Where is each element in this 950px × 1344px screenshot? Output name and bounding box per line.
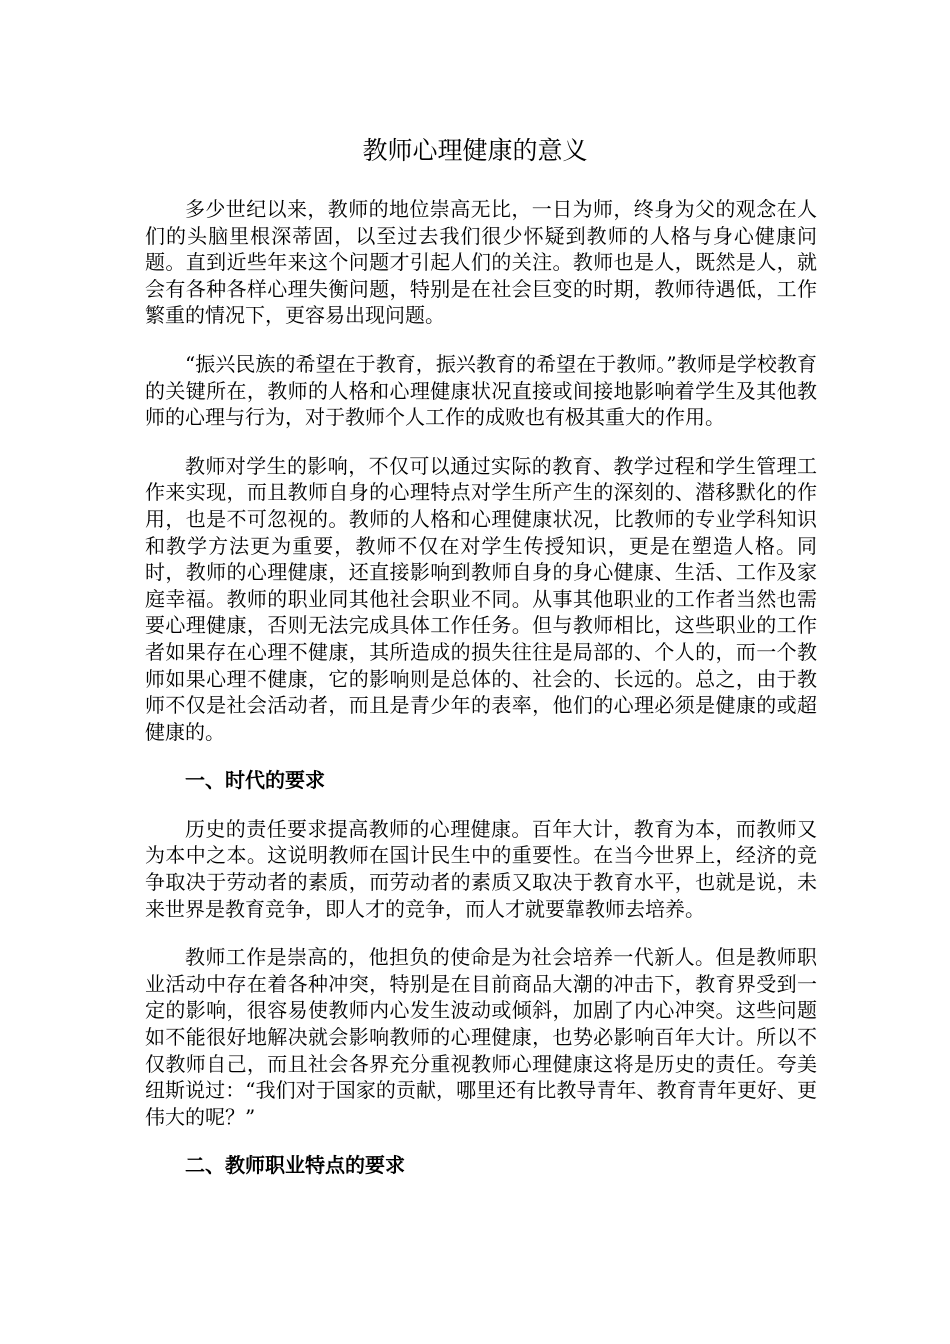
section-heading-2: 二、教师职业特点的要求 bbox=[185, 1153, 405, 1178]
paragraph-2: “振兴民族的希望在于教育，振兴教育的希望在于教师。”教师是学校教育的关键所在，教师的人格和心理健康状况直接或间接地影响着学生及其他教师的心理与行为，对于教师个人工作的成败也有极其重大的作用。 bbox=[145, 351, 817, 430]
paragraph-3: 教师对学生的影响，不仅可以通过实际的教育、教学过程和学生管理工作来实现，而且教师自身的心理特点对学生所产生的深刻的、潜移默化的作用，也是不可忽视的。教师的人格和心理健康状况，比教师的专业学科知识和教学方法更为重要，教师不仅在对学生传授知识，更是在塑造人格。同时，教师的心理健康，还直接影响到教师自身的身心健康、生活、工作及家庭幸福。教师的职业同其他社会职业不同。从事其他职业的工作者当然也需要心理健康，否则无法完成具体工作任务。但与教师相比，这些职业的工作者如果存在心理不健康，其所造成的损失往往是局部的、个人的，而一个教师如果心理不健康，它的影响则是总体的、社会的、长远的。总之，由于教师不仅是社会活动者，而且是青少年的表率，他们的心理必须是健康的或超健康的。 bbox=[145, 453, 817, 744]
paragraph-1: 多少世纪以来，教师的地位崇高无比，一日为师，终身为父的观念在人们的头脑里根深蒂固，以至过去我们很少怀疑到教师的人格与身心健康问题。直到近些年来这个问题才引起人们的关注。教师也是人，既然是人，就会有各种各样心理失衡问题，特别是在社会巨变的时期，教师待遇低，工作繁重的情况下，更容易出现问题。 bbox=[145, 197, 817, 328]
page-title: 教师心理健康的意义 bbox=[362, 136, 588, 165]
paragraph-4: 历史的责任要求提高教师的心理健康。百年大计，教育为本，而教师又为本中之本。这说明教师在国计民生中的重要性。在当今世界上，经济的竞争取决于劳动者的素质，而劳动者的素质又取决于教育水平，也就是说，未来世界是教育竞争，即人才的竞争，而人才就要靠教师去培养。 bbox=[145, 816, 817, 921]
paragraph-5: 教师工作是崇高的，他担负的使命是为社会培养一代新人。但是教师职业活动中存在着各种冲突，特别是在目前商品大潮的冲击下，教育界受到一定的影响，很容易使教师内心发生波动或倾斜，加剧了内心冲突。这些问题如不能很好地解决就会影响教师的心理健康，也势必影响百年大计。所以不仅教师自己，而且社会各界充分重视教师心理健康这将是历史的责任。夸美纽斯说过：“我们对于国家的贡献，哪里还有比教导青年、教育青年更好、更伟大的呢？” bbox=[145, 945, 817, 1129]
section-heading-1: 一、时代的要求 bbox=[185, 768, 325, 793]
document-body bbox=[145, 196, 817, 1201]
